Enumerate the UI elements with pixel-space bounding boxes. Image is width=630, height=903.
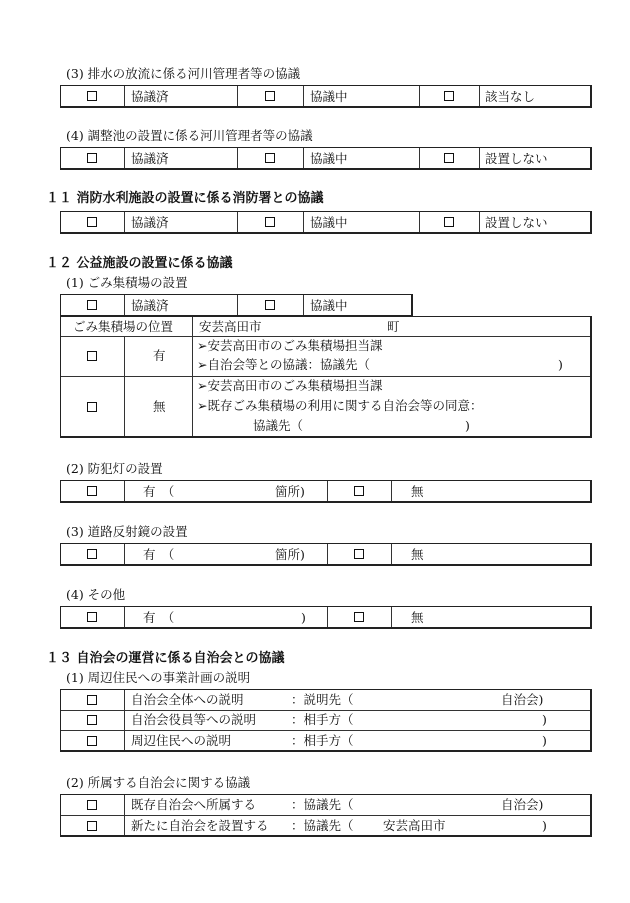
garbage-yes-line-1: ➢安芸高田市のごみ集積場担当課	[197, 338, 383, 353]
checkbox-no[interactable]	[354, 486, 364, 496]
checkbox-explain-officers[interactable]	[87, 715, 97, 725]
option-not-installed: 設置しない	[485, 215, 548, 230]
checkbox-in-consultation[interactable]	[265, 153, 275, 163]
mirror-unit: 箇所)	[275, 547, 305, 562]
explain-end: 自治会)	[501, 692, 544, 707]
other-yes: 有 （	[143, 610, 175, 625]
checkbox-in-consultation[interactable]	[265, 217, 275, 227]
option-in-consultation: 協議中	[310, 151, 348, 166]
checkbox-consulted[interactable]	[87, 300, 97, 310]
option-not-installed: 設置しない	[485, 151, 548, 166]
option-in-consultation: 協議中	[310, 298, 348, 313]
mirror-yes: 有 （	[143, 547, 175, 562]
belong-table	[60, 794, 592, 837]
other-close: )	[301, 610, 306, 625]
belong-city: 安芸高田市	[383, 818, 446, 833]
checkbox-in-consultation[interactable]	[265, 300, 275, 310]
garbage-no-line-2: ➢既存ごみ集積場の利用に関する自治会等の同意：	[197, 398, 483, 413]
section-13-heading: １３ 自治会の運営に係る自治会との協議	[46, 651, 285, 666]
section-3-table	[60, 85, 592, 108]
belong-item: 既存自治会へ所属する	[131, 797, 257, 812]
section-3-label: (3) 排水の放流に係る河川管理者等の協議	[66, 66, 301, 81]
explain-key: ：相手方（	[291, 712, 354, 727]
checkbox-consulted[interactable]	[87, 91, 97, 101]
belong-key: ：協議先（	[291, 797, 354, 812]
garbage-no: 無	[153, 399, 166, 414]
checkbox-belong-new[interactable]	[87, 821, 97, 831]
checkbox-not-installed[interactable]	[444, 217, 454, 227]
garbage-town: 町	[387, 319, 400, 334]
belong-label: (2) 所属する自治会に関する協議	[66, 775, 251, 790]
checkbox-yes[interactable]	[87, 612, 97, 622]
explain-key: ：相手方（	[291, 733, 354, 748]
explain-key: ：説明先（	[291, 692, 354, 707]
section-12-heading: １２ 公益施設の設置に係る協議	[46, 256, 233, 271]
explain-item: 周辺住民への説明	[131, 733, 232, 748]
garbage-yes-close: )	[558, 357, 563, 372]
mirror-no: 無	[411, 547, 424, 562]
option-consulted: 協議済	[131, 215, 169, 230]
explain-end: )	[542, 733, 547, 748]
garbage-city: 安芸高田市	[199, 319, 262, 334]
other-table	[60, 606, 592, 629]
explain-item: 自治会役員等への説明	[131, 712, 257, 727]
checkbox-yes[interactable]	[87, 549, 97, 559]
option-consulted: 協議済	[131, 89, 169, 104]
garbage-position-label: ごみ集積場の位置	[73, 319, 174, 334]
garbage-label: (1) ごみ集積場の設置	[66, 275, 188, 290]
streetlight-yes: 有 （	[143, 484, 175, 499]
belong-end: 自治会)	[501, 797, 544, 812]
explain-item: 自治会全体への説明	[131, 692, 244, 707]
belong-key: ：協議先（	[291, 818, 354, 833]
section-4-table	[60, 147, 592, 170]
checkbox-no[interactable]	[354, 549, 364, 559]
garbage-consult-table	[60, 294, 413, 317]
mirror-table	[60, 543, 592, 566]
explain-table	[60, 689, 592, 752]
option-in-consultation: 協議中	[310, 215, 348, 230]
checkbox-not-applicable[interactable]	[444, 91, 454, 101]
garbage-yes: 有	[153, 348, 166, 363]
streetlight-table	[60, 480, 592, 503]
option-not-applicable: 該当なし	[485, 89, 536, 104]
checkbox-consulted[interactable]	[87, 217, 97, 227]
section-11-heading: １１ 消防水利施設の設置に係る消防署との協議	[46, 191, 324, 206]
option-consulted: 協議済	[131, 298, 169, 313]
explain-label: (1) 周辺住民への事業計画の説明	[66, 670, 251, 685]
other-no: 無	[411, 610, 424, 625]
garbage-yes-line-2: ➢自治会等との協議：協議先（	[197, 357, 370, 372]
garbage-no-line-3: 協議先（	[253, 418, 304, 433]
streetlight-label: (2) 防犯灯の設置	[66, 461, 163, 476]
checkbox-not-installed[interactable]	[444, 153, 454, 163]
checkbox-no[interactable]	[354, 612, 364, 622]
streetlight-unit: 箇所)	[275, 484, 305, 499]
belong-end: )	[542, 818, 547, 833]
checkbox-explain-all[interactable]	[87, 695, 97, 705]
garbage-no-close: )	[465, 418, 470, 433]
option-in-consultation: 協議中	[310, 89, 348, 104]
garbage-no-line-1: ➢安芸高田市のごみ集積場担当課	[197, 378, 383, 393]
belong-item: 新たに自治会を設置する	[131, 818, 269, 833]
mirror-label: (3) 道路反射鏡の設置	[66, 524, 188, 539]
other-label: (4) その他	[66, 587, 126, 602]
checkbox-no[interactable]	[87, 402, 97, 412]
explain-end: )	[542, 712, 547, 727]
checkbox-in-consultation[interactable]	[265, 91, 275, 101]
garbage-detail-table	[60, 316, 592, 438]
checkbox-explain-residents[interactable]	[87, 736, 97, 746]
streetlight-no: 無	[411, 484, 424, 499]
checkbox-belong-existing[interactable]	[87, 800, 97, 810]
section-11-table	[60, 211, 592, 234]
checkbox-yes[interactable]	[87, 351, 97, 361]
option-consulted: 協議済	[131, 151, 169, 166]
checkbox-consulted[interactable]	[87, 153, 97, 163]
section-4-label: (4) 調整池の設置に係る河川管理者等の協議	[66, 128, 313, 143]
checkbox-yes[interactable]	[87, 486, 97, 496]
